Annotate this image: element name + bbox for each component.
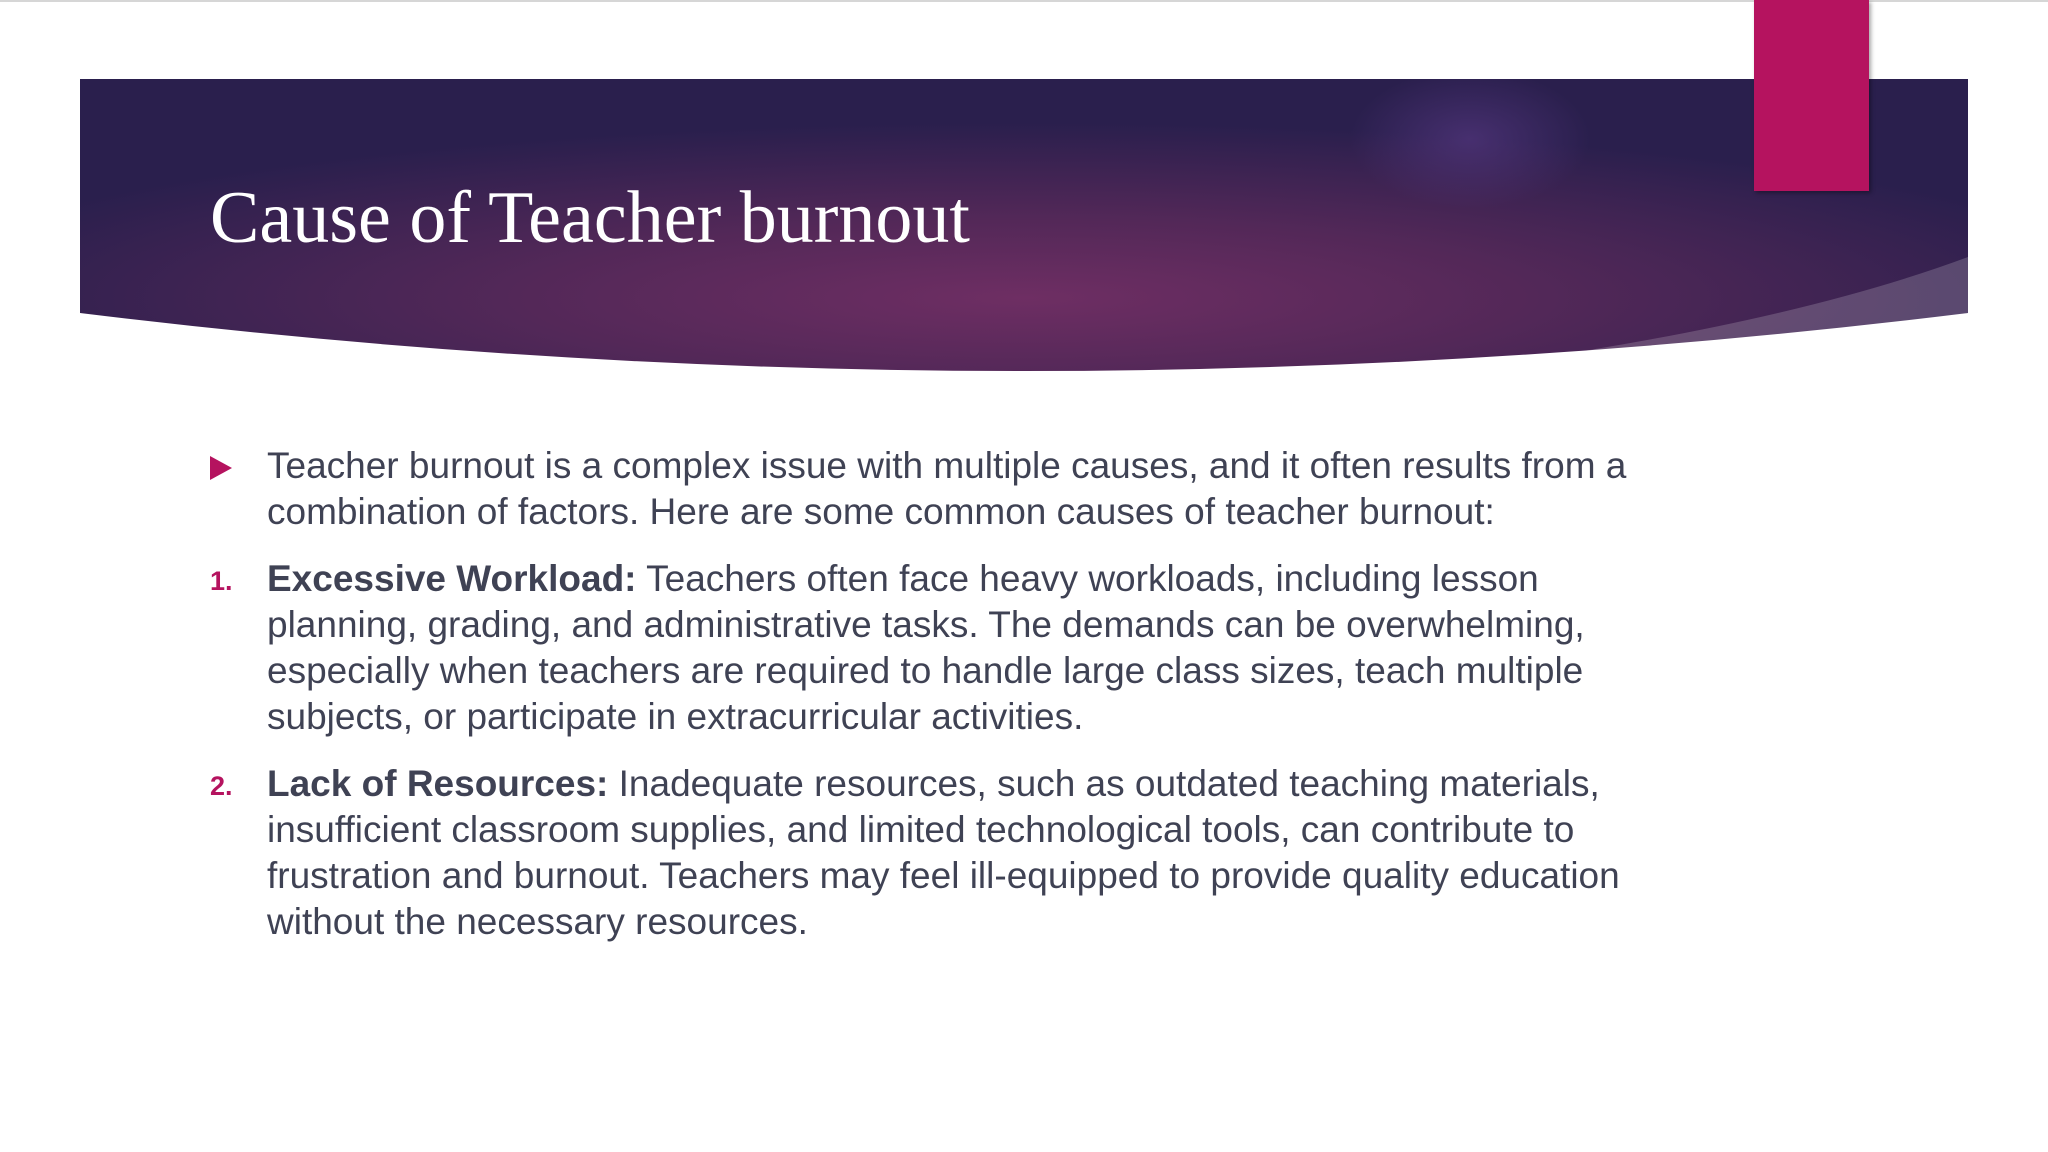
top-border	[0, 0, 2048, 2]
accent-tab	[1754, 0, 1869, 191]
cause-text: Teachers often face heavy workloads, including lesson planning, grading, and administrative tasks. The demands can be overwhelming, especially when teachers are required to handle large class sizes, teach multiple subjects, or participate in extracurricular activities.	[267, 558, 1585, 737]
intro-text: Teacher burnout is a complex issue with multiple causes, and it often results from a combination of factors. Here are some common causes of teacher burnout:	[267, 445, 1627, 532]
list-item	[210, 556, 1670, 740]
list-number: 1.	[210, 566, 233, 596]
intro-bullet	[210, 443, 1670, 535]
slide-title: Cause of Teacher burnout	[210, 177, 970, 259]
cause-text: Inadequate resources, such as outdated teaching materials, insufficient classroom supplies, and limited technological tools, can contribute to frustration and burnout. Teachers may feel ill-equipped to provide quality education without the necessary resources.	[267, 763, 1620, 942]
list-item	[210, 761, 1670, 945]
slide-body	[210, 443, 1670, 966]
cause-heading: Excessive Workload:	[267, 558, 637, 599]
cause-heading: Lack of Resources:	[267, 763, 609, 804]
triangle-bullet-icon	[210, 456, 232, 480]
list-number: 2.	[210, 771, 233, 801]
